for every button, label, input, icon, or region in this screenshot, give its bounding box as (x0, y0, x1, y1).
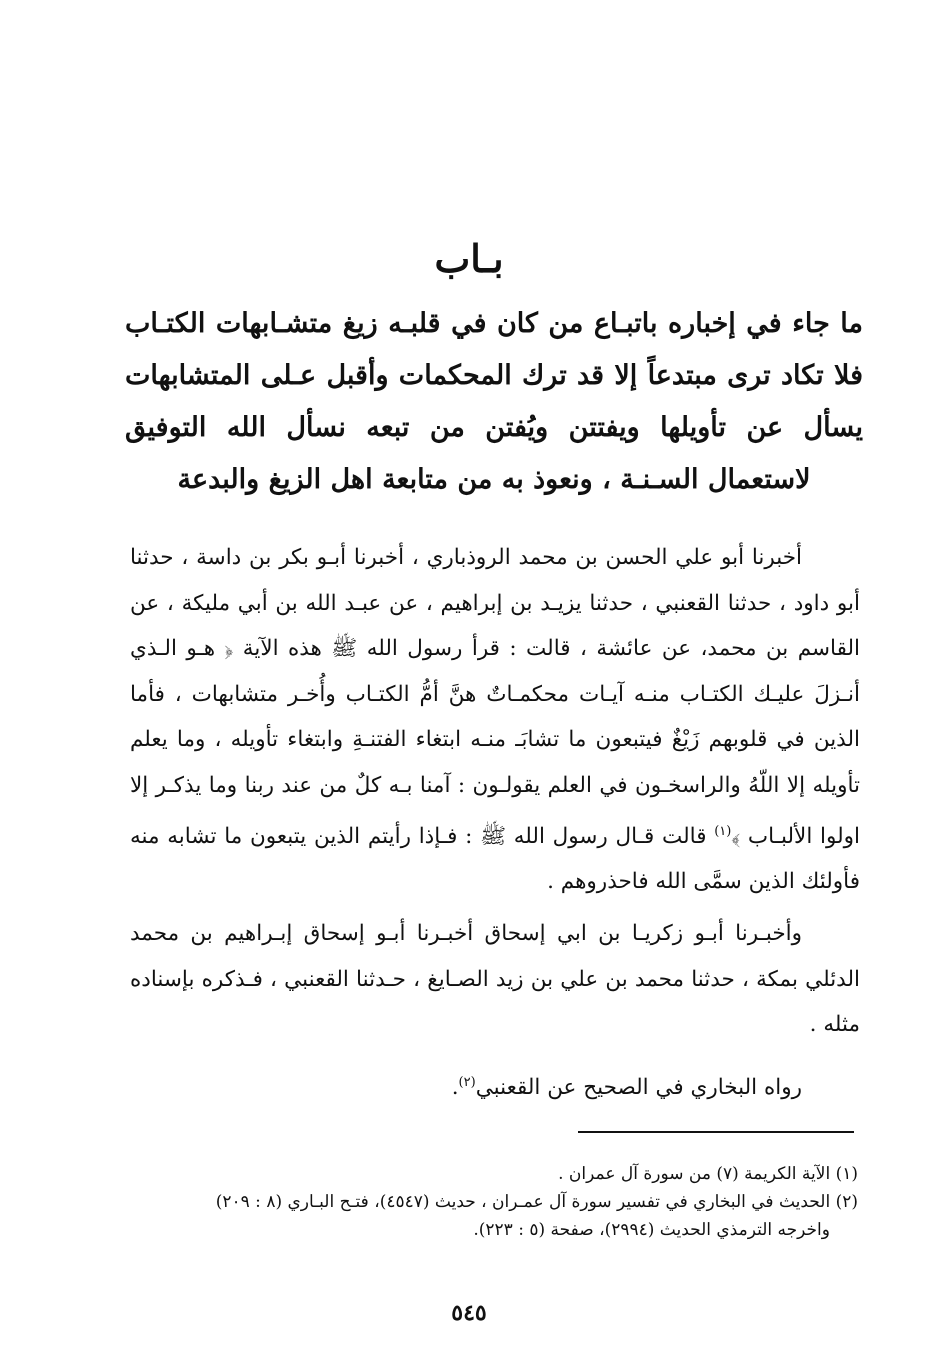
paragraph-3-end: . (451, 1075, 459, 1101)
paragraph-1-text: أخبرنا أبو علي الحسن بن محمد الروذباري ، أخبرنا أبـو بكر بن داسة ، حدثنا أبو داود ، حدثنا القعنبي ، حدثنا يزيـد بن إبراهيم ، عن عبـد الله بن أبي مليكة ، عن القاسم بن محمد، عن عائشة ، قالت : قرأ رسول الله ﷺ هذه الآية ﴿ هـو الـذي أنـزلَ عليـك الكتـاب منـه آيـات محكمـاتٌ هنَّ أمُّ الكتـاب وأُخـر متشابهات ، فأما الذين في قلوبهم زَيْغٌ فيتبعون ما تشابَـ منـه ابتغاء الفتنـةِ وابتغاء تأويله ، وما يعلم تأويله إلا اللّهُ والراسخـون في العلم يقولـون : آمنا بـه كلٌ من عند ربنا وما يذكـر إلا اولوا الألبـاب ﴾ (130, 545, 861, 849)
footnotes (130, 1160, 858, 1244)
footnote-divider (578, 1131, 854, 1133)
paragraph-3-text: رواه البخاري في الصحيح عن القعنبي (475, 1075, 802, 1101)
paragraph-1-tail: قالت قـال رسول الله ﷺ : فـإذا رأيتم الذين يتبعون ما تشابه منه فأولئك الذين سمَّى الله فاحذروهم . (130, 823, 860, 895)
chapter-title: ما جاء في إخباره باتبـاع من كان في قلبـه زيغ متشـابهات الكتـاب فلا تكاد ترى مبتدعاً إلا قد ترك المحكمات وأقبل عـلى المتشابهات يسأل عن تأويلها ويفتتن ويُفتن من تبعه نسأل الله التوفيق لاستعمال السـنـة ، ونعوذ به من متابعة اهل الزيغ والبدعة (125, 308, 863, 495)
paragraph-2-text: وأخبـرنا أبـو زكريـا بن ابي إسحاق أخبـرنا أبـو إسحاق إبـراهيم بن محمد الدئلي بمكة ، حدثنا محمد بن علي بن زيد الصـايغ ، حـدثنا القعنبي ، فـذكره بإسناده مثله . (130, 921, 860, 1038)
page-number: ٥٤٥ (451, 1300, 487, 1326)
footnote-ref-2: (٢) (458, 1075, 476, 1090)
paragraph-hadith-2 (130, 911, 860, 1048)
paragraph-hadith-1 (130, 535, 860, 905)
footnote-2-line-1: (٢) الحديث في البخاري في تفسير سورة آل عمـران ، حديث (٤٥٤٧)، فتـح البـاري (٨ : ٢٠٩) (215, 1192, 858, 1212)
chapter-heading-word: بـاب (434, 236, 504, 281)
footnote-1: (١) الآية الكريمة (٧) من سورة آل عمران . (558, 1164, 858, 1184)
footnote-ref-1: (١) (714, 823, 732, 839)
footnote-2-line-2: واخرجه الترمذي الحديث (٢٩٩٤)، صفحة (٥ : ٢٢٣). (473, 1220, 830, 1240)
paragraph-attribution (130, 1060, 860, 1111)
